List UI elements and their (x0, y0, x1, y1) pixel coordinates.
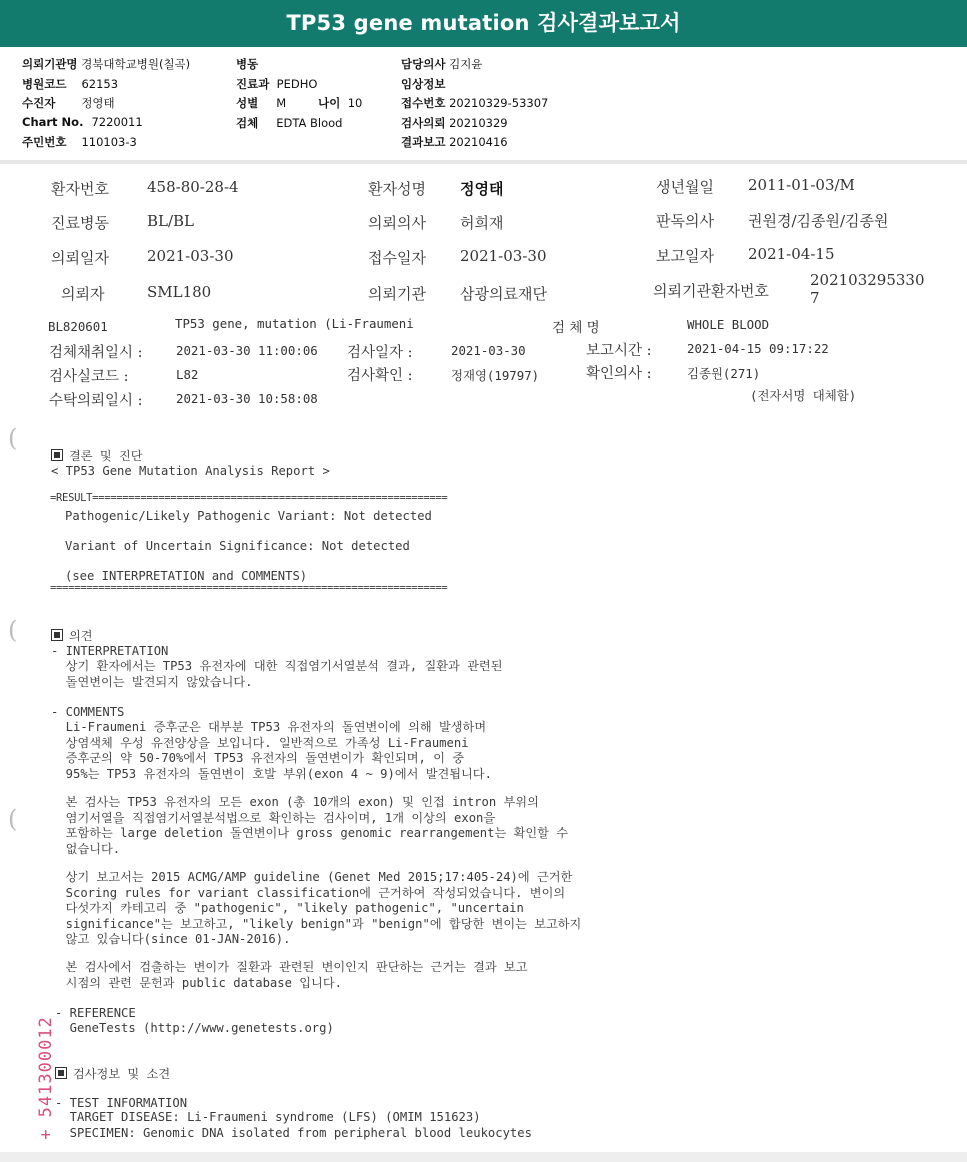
page-footer-bar (0, 1152, 967, 1162)
reading-physician-label: 판독의사 (656, 212, 714, 230)
specimen-label: 검체 (236, 115, 259, 130)
stamp-number (34, 1010, 56, 1150)
report-time-label: 보고시간 : (586, 343, 652, 359)
section-conclusion-heading (51, 448, 143, 465)
report-time: 2021-04-15 09:17:22 (687, 341, 829, 356)
test-name: TP53 gene, mutation (Li-Fraumeni (175, 316, 414, 331)
section-divider (0, 160, 967, 164)
section-test-info-title: 검사정보 및 소견 (73, 1067, 171, 1081)
age: 10 (347, 96, 363, 110)
hospital-name-label: 의뢰기관명 (22, 57, 78, 71)
binding-hole-mark: ( (8, 805, 18, 833)
requesting-org: 삼광의료재단 (460, 285, 547, 303)
binding-hole-mark: ( (8, 424, 18, 452)
lab-code: L82 (176, 367, 199, 382)
org-patient-no: 202103295330 (810, 271, 925, 289)
checkbox-square-icon (51, 629, 63, 641)
attending-label: 담당의사 (401, 57, 446, 71)
test-date-label: 검사일자 : (347, 345, 413, 361)
section-opinion-title: 의견 (69, 629, 93, 643)
sex: M (276, 96, 287, 110)
age-label: 나이 (318, 96, 341, 110)
request-date: 20210329 (449, 115, 508, 130)
reference-heading: - REFERENCE (55, 1006, 136, 1020)
ward-label-2: 진료병동 (51, 214, 109, 232)
attending: 김지윤 (449, 57, 483, 71)
sex-label: 성별 (236, 96, 259, 110)
resident-no-label: 주민번호 (22, 135, 67, 149)
confirming-doctor-label: 확인의사 : (586, 366, 652, 382)
ward: BL/BL (147, 212, 195, 230)
hospital-code: 62153 (81, 76, 119, 91)
patient-name-2: 정영태 (460, 180, 504, 198)
resident-no: 110103-3 (81, 135, 137, 149)
result-divider-end: ================================================================== (50, 582, 448, 594)
requester: SML180 (147, 283, 212, 301)
test-information-heading: - TEST INFORMATION (55, 1096, 188, 1110)
header-col-2 (236, 56, 362, 134)
receipt-date: 2021-03-30 (460, 247, 547, 265)
comments-para-1: Li-Fraumeni 증후군은 대부분 TP53 유전자의 돌연변이에 의해 발생하며 상염색체 우성 유전양상을 보입니다. 일반적으로 가족성 Li-Fraumeni 증후군의 약 50-70%에서 TP53 유전자의 돌연변이가 확인되며, 이 중 95%는 TP53 유전자의 돌연변이 호발 부위(exon 4 ~ 9)에서 발견됩니다. (65, 720, 492, 781)
interpretation-heading: - INTERPRETATION (51, 644, 169, 658)
comments-para-4: 본 검사에서 검출하는 변이가 질환과 관련된 변이인지 판단하는 근거는 결과 보고 시점의 관련 문헌과 public database 입니다. (65, 960, 528, 990)
test-date: 2021-03-30 (451, 343, 526, 358)
ordering-physician-label: 의뢰의사 (368, 214, 426, 232)
accession-label: 접수번호 (401, 96, 446, 110)
chart-no: 7220011 (91, 114, 143, 129)
test-confirm-label: 검사확인 : (347, 368, 413, 384)
order-date-label: 의뢰일자 (51, 249, 109, 267)
vus-result: Variant of Uncertain Significance: Not detected (65, 539, 410, 553)
hospital-name: 경북대학교병원(칠곡) (81, 57, 191, 71)
reading-physician: 권원경/김종원/김종원 (748, 212, 889, 230)
binding-hole-mark: ( (8, 616, 18, 644)
pathogenic-result: Pathogenic/Likely Pathogenic Variant: Not detected (65, 509, 432, 523)
patient-name-label-2: 환자성명 (368, 180, 426, 198)
org-patient-no-cont: 7 (810, 289, 820, 307)
request-date-label: 검사의뢰 (401, 115, 446, 130)
section-conclusion-title: 결론 및 진단 (69, 449, 143, 463)
reference-text: GeneTests (http://www.genetests.org) (55, 1021, 334, 1035)
receipt-date-label: 접수일자 (368, 249, 426, 267)
patient-no: 458-80-28-4 (147, 178, 239, 196)
result-date-label: 결과보고 (401, 135, 446, 149)
comments-para-2: 본 검사는 TP53 유전자의 모든 exon (총 10개의 exon) 및 인접 intron 부위의 염기서열을 직접염기서열분석법으로 확인하는 검사이며, 1개 이상의 exon을 포함하는 large deletion 돌연변이나 gross genomic rearrangement는 확인할 수 없습니다. (65, 795, 569, 856)
report-subtitle: < TP53 Gene Mutation Analysis Report > (51, 464, 330, 478)
report-title-banner: TP53 gene mutation 검사결과보고서 (0, 0, 967, 47)
outsource-time: 2021-03-30 10:58:08 (176, 391, 318, 406)
ordering-physician: 허희재 (460, 214, 504, 232)
specimen-name: WHOLE BLOOD (687, 317, 770, 332)
patient-name: 정영태 (81, 96, 115, 110)
requesting-org-label: 의뢰기관 (368, 285, 426, 303)
checkbox-square-icon (55, 1067, 67, 1079)
patient-name-label: 수진자 (22, 96, 56, 110)
order-date: 2021-03-30 (147, 247, 234, 265)
interpretation-text: 상기 환자에서는 TP53 유전자에 대한 직접염기서열분석 결과, 질환과 관련된 돌연변이는 발견되지 않았습니다. (65, 659, 503, 689)
dept: PEDHO (276, 76, 318, 91)
report-date-label: 보고일자 (656, 247, 714, 265)
checkbox-square-icon (51, 449, 63, 461)
specimen-type: EDTA Blood (276, 115, 343, 130)
clinical-info-label: 임상정보 (401, 76, 446, 91)
section-test-info-heading (55, 1066, 170, 1083)
hospital-code-label: 병원코드 (22, 76, 67, 91)
section-opinion-heading (51, 628, 93, 645)
outsource-time-label: 수탁의뢰일시 : (49, 393, 143, 409)
specimen-name-label: 검 체 명 (552, 320, 600, 336)
result-divider: =RESULT=========================================================== (50, 492, 448, 504)
dept-label: 진료과 (236, 76, 270, 91)
comments-para-3: 상기 보고서는 2015 ACMG/AMP guideline (Genet Med 2015;17:405-24)에 근거한 Scoring rules for variant classification에 근거하여 작성되었습니다. 변이의 다섯가지 카테고리 중 "pathogenic", "likely pathogenic", "uncertain significance"는 보고하고, "likely benign"과 "benign"에 합당한 변이는 보고하지 않고 있습니다(since 01-JAN-2016). (65, 870, 582, 946)
org-patient-no-label: 의뢰기관환자번호 (653, 282, 769, 300)
birthdate: 2011-01-03/M (748, 176, 855, 194)
collection-time: 2021-03-30 11:00:06 (176, 343, 318, 358)
patient-no-label: 환자번호 (51, 180, 109, 198)
result-date: 20210416 (449, 135, 508, 149)
requester-label: 의뢰자 (61, 285, 105, 303)
test-information-text: TARGET DISEASE: Li-Fraumeni syndrome (LFS) (OMIM 151623) SPECIMEN: Genomic DNA isolated from peripheral blood leukocytes (69, 1110, 532, 1140)
e-signature-note: (전자서명 대체함) (750, 388, 857, 403)
header-col-1 (22, 56, 190, 154)
comments-heading: - COMMENTS (51, 705, 125, 719)
accession-no: 20210329-53307 (449, 96, 549, 110)
stamp-number-text: + 541300012 (36, 1016, 56, 1140)
ward-label: 병동 (236, 57, 259, 71)
lab-code-label: 검사실코드 : (49, 369, 129, 385)
birthdate-label: 생년월일 (656, 178, 714, 196)
report-date: 2021-04-15 (748, 245, 835, 263)
collection-time-label: 검체채취일시 : (49, 345, 143, 361)
header-col-3 (401, 56, 548, 154)
test-code: BL820601 (48, 319, 108, 334)
confirming-doctor: 김종원(271) (687, 366, 761, 381)
test-confirm: 정재영(19797) (451, 368, 540, 383)
chart-no-label: Chart No. (22, 114, 84, 129)
see-interpretation-note: (see INTERPRETATION and COMMENTS) (65, 569, 308, 583)
